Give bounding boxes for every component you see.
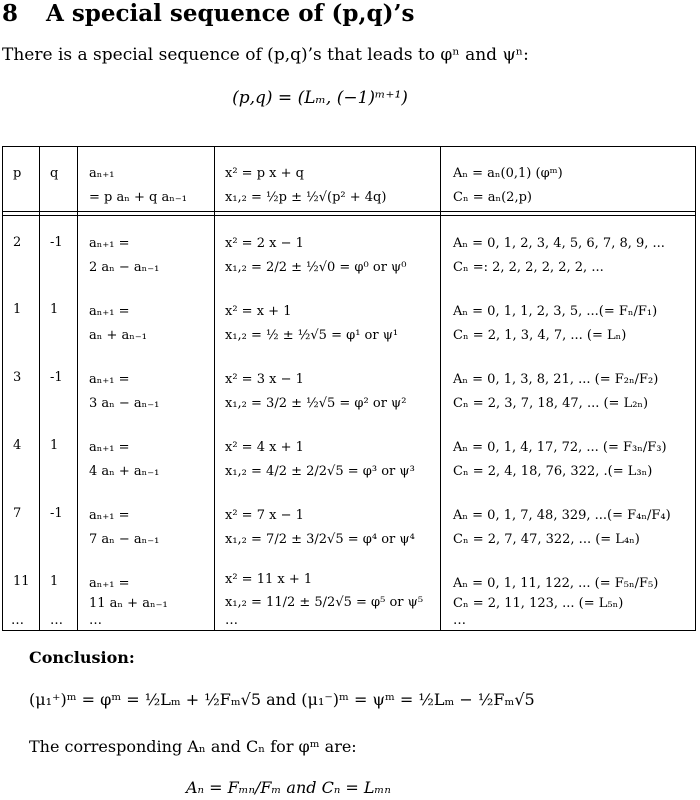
row-equation-1: x² = 2 x − 1 (225, 236, 304, 251)
row-p: 1 (13, 302, 22, 317)
section-heading (2, 0, 414, 27)
header-C: Cₙ = aₙ(2,p) (453, 190, 532, 205)
row-recurrence-2: 2 aₙ − aₙ₋₁ (89, 260, 160, 275)
row-p: 3 (13, 370, 22, 385)
row-p: 7 (13, 506, 22, 521)
section-title: A special sequence of (p,q)’s (46, 0, 415, 27)
row-recurrence-1: aₙ₊₁ = (89, 576, 130, 591)
conclusion-formula: (μ₁⁺)ᵐ = φᵐ = ½Lₘ + ½Fₘ√5 and (μ₁⁻)ᵐ = ψᵐ = ½Lₘ − ½Fₘ√5 (29, 690, 535, 709)
row-A-sequence: Aₙ = 0, 1, 4, 17, 72, ... (= F₃ₙ/F₃) (453, 440, 667, 455)
row-q: -1 (50, 506, 63, 521)
row-C-sequence: Cₙ = 2, 11, 123, ... (= L₅ₙ) (453, 596, 624, 611)
ellipsis-p: … (11, 613, 24, 628)
header-equation-2: x₁,₂ = ½p ± ½√(p² + 4q) (225, 190, 387, 205)
row-equation-2: x₁,₂ = 3/2 ± ½√5 = φ² or ψ² (225, 396, 407, 411)
row-recurrence-1: aₙ₊₁ = (89, 508, 130, 523)
conclusion-text: The corresponding Aₙ and Cₙ for φᵐ are: (29, 737, 357, 756)
row-recurrence-2: 7 aₙ − aₙ₋₁ (89, 532, 160, 547)
conclusion-title: Conclusion: (29, 648, 135, 667)
header-rule (3, 211, 695, 212)
row-q: 1 (50, 438, 59, 453)
header-equation-1: x² = p x + q (225, 166, 304, 181)
row-C-sequence: Cₙ = 2, 3, 7, 18, 47, ... (= L₂ₙ) (453, 396, 649, 411)
row-recurrence-2: 11 aₙ + aₙ₋₁ (89, 596, 168, 611)
row-equation-1: x² = 7 x − 1 (225, 508, 304, 523)
header-p: p (13, 166, 22, 181)
col-divider (214, 147, 215, 630)
row-C-sequence: Cₙ = 2, 7, 47, 322, ... (= L₄ₙ) (453, 532, 640, 547)
row-recurrence-1: aₙ₊₁ = (89, 372, 130, 387)
intro-paragraph: There is a special sequence of (p,q)’s that leads to φⁿ and ψⁿ: (2, 45, 529, 65)
header-rule (3, 215, 695, 216)
row-equation-2: x₁,₂ = 7/2 ± 3/2√5 = φ⁴ or ψ⁴ (225, 532, 415, 547)
row-q: -1 (50, 235, 63, 250)
row-A-sequence: Aₙ = 0, 1, 3, 8, 21, ... (= F₂ₙ/F₂) (453, 372, 659, 387)
row-equation-1: x² = 11 x + 1 (225, 572, 313, 587)
sequence-table (2, 146, 696, 631)
ellipsis-q: … (50, 613, 63, 628)
row-equation-1: x² = 4 x + 1 (225, 440, 304, 455)
row-A-sequence: Aₙ = 0, 1, 11, 122, ... (= F₅ₙ/F₅) (453, 576, 659, 591)
row-q: 1 (50, 302, 59, 317)
row-recurrence-1: aₙ₊₁ = (89, 236, 130, 251)
ellipsis-sequence: … (453, 613, 466, 628)
ellipsis-equation: … (225, 613, 238, 628)
row-A-sequence: Aₙ = 0, 1, 2, 3, 4, 5, 6, 7, 8, 9, ... (453, 236, 665, 251)
row-equation-2: x₁,₂ = 4/2 ± 2/2√5 = φ³ or ψ³ (225, 464, 415, 479)
row-recurrence-2: 3 aₙ − aₙ₋₁ (89, 396, 160, 411)
row-p: 4 (13, 438, 22, 453)
row-equation-1: x² = x + 1 (225, 304, 292, 319)
row-equation-1: x² = 3 x − 1 (225, 372, 304, 387)
row-C-sequence: Cₙ =: 2, 2, 2, 2, 2, 2, ... (453, 260, 604, 275)
row-equation-2: x₁,₂ = ½ ± ½√5 = φ¹ or ψ¹ (225, 328, 399, 343)
display-formula: (p,q) = (Lₘ, (−1)ᵐ⁺¹) (232, 88, 408, 108)
col-divider (39, 147, 40, 630)
ellipsis-recurrence: … (89, 613, 102, 628)
conclusion-formula-2: Aₙ = Fₘₙ/Fₘ and Cₙ = Lₘₙ (186, 778, 391, 797)
row-recurrence-1: aₙ₊₁ = (89, 440, 130, 455)
header-recurrence-2: = p aₙ + q aₙ₋₁ (89, 190, 187, 205)
header-q: q (50, 166, 59, 181)
row-equation-2: x₁,₂ = 2/2 ± ½√0 = φ⁰ or ψ⁰ (225, 260, 407, 275)
row-p: 11 (13, 574, 30, 589)
row-equation-2: x₁,₂ = 11/2 ± 5/2√5 = φ⁵ or ψ⁵ (225, 595, 424, 610)
row-p: 2 (13, 235, 22, 250)
row-A-sequence: Aₙ = 0, 1, 7, 48, 329, ...(= F₄ₙ/F₄) (453, 508, 671, 523)
row-recurrence-2: 4 aₙ + aₙ₋₁ (89, 464, 160, 479)
row-C-sequence: Cₙ = 2, 1, 3, 4, 7, ... (= Lₙ) (453, 328, 627, 343)
row-q: -1 (50, 370, 63, 385)
section-number: 8 (2, 0, 19, 27)
header-A: Aₙ = aₙ(0,1) (φᵐ) (453, 166, 563, 181)
row-q: 1 (50, 574, 59, 589)
row-C-sequence: Cₙ = 2, 4, 18, 76, 322, .(= L₃ₙ) (453, 464, 653, 479)
row-recurrence-1: aₙ₊₁ = (89, 304, 130, 319)
col-divider (77, 147, 78, 630)
row-recurrence-2: aₙ + aₙ₋₁ (89, 328, 147, 343)
header-recurrence-1: aₙ₊₁ (89, 166, 115, 181)
row-A-sequence: Aₙ = 0, 1, 1, 2, 3, 5, ...(= Fₙ/F₁) (453, 304, 658, 319)
col-divider (440, 147, 441, 630)
